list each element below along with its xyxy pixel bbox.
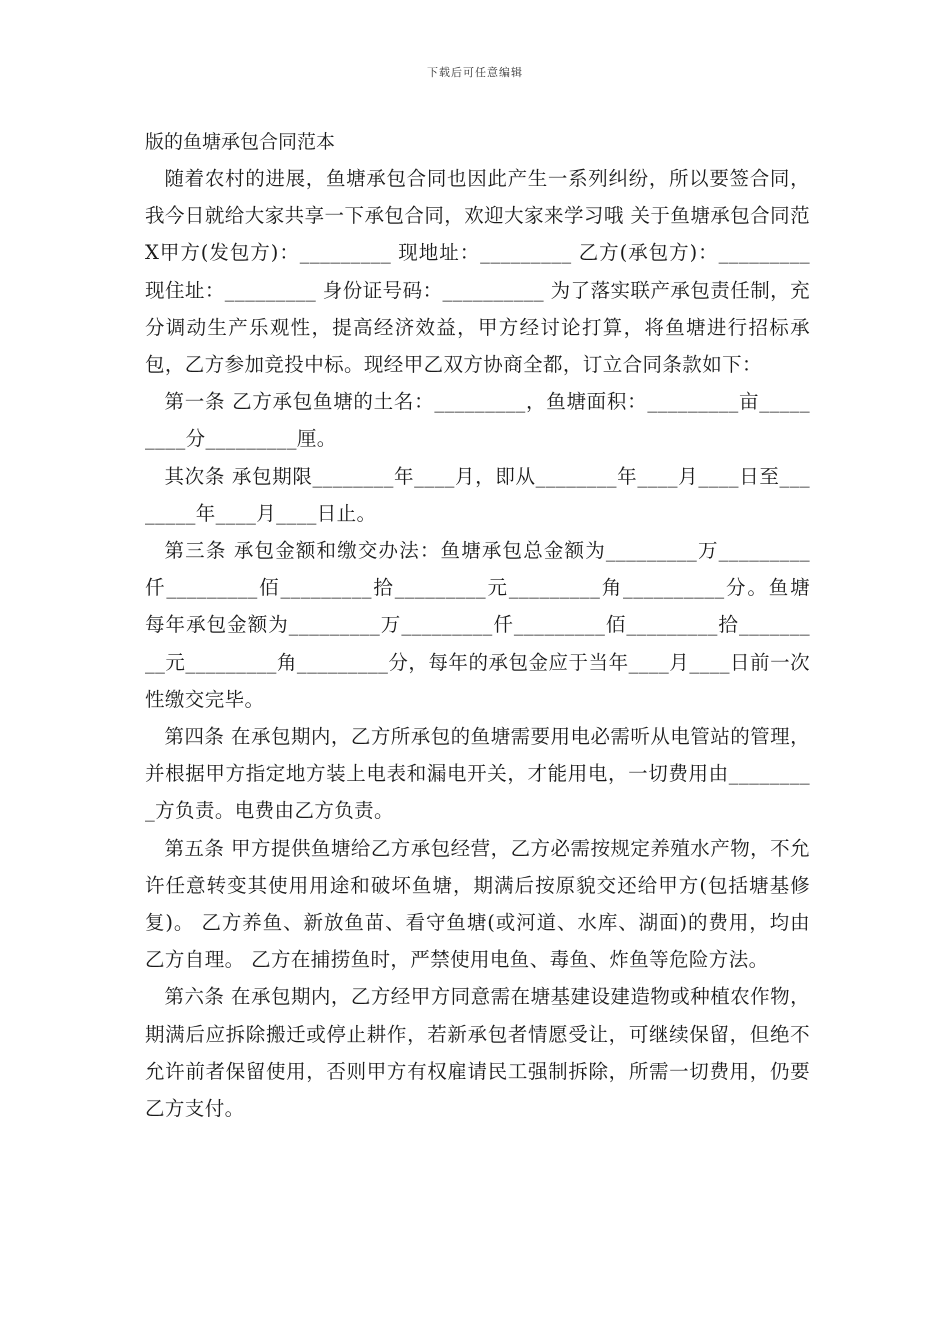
intro-paragraph: 随着农村的进展，鱼塘承包合同也因此产生一系列纠纷，所以要签合同，我今日就给大家共享一下承包合同，欢迎大家来学习哦 关于鱼塘承包合同范Ⅹ甲方(发包方)：_________ 现地址：_________ 乙方(承包方)：_________ 现住址：_________ 身份证号码：__________ 为了落实联产承包责任制，充分调动生产乐观性，提高经济效益，甲方经讨论打算，将鱼塘进行招标承包，乙方参加竞投中标。现经甲乙双方协商全都，订立合同条款如下： (145, 167, 810, 377)
clause-2: 其次条 承包期限________年____月，即从________年____月____日至________年____月____日止。 (145, 464, 810, 525)
document-body (145, 124, 810, 1127)
clause-3: 第三条 承包金额和缴交办法：鱼塘承包总金额为_________万_________仟_________佰_________拾_________元_________角__________分。鱼塘每年承包金额为_________万_________仟_________佰_________拾_________元_________角_________分，每年的承包金应于当年____月____日前一次性缴交完毕。 (145, 539, 810, 711)
document-title: 版的鱼塘承包合同范本 (145, 131, 336, 153)
page-header: 下载后可任意编辑 (427, 66, 523, 79)
clause-5: 第五条 甲方提供鱼塘给乙方承包经营，乙方必需按规定养殖水产物，不允许任意转变其使用用途和破坏鱼塘，期满后按原貌交还给甲方(包括塘基修复)。 乙方养鱼、新放鱼苗、看守鱼塘(或河道、水库、湖面)的费用，均由乙方自理。 乙方在捕捞鱼时，严禁使用电鱼、毒鱼、炸鱼等危险方法。 (145, 836, 810, 972)
clause-6: 第六条 在承包期内，乙方经甲方同意需在塘基建设建造物或种植农作物，期满后应拆除搬迁或停止耕作，若新承包者情愿受让，可继续保留，但绝不允许前者保留使用，否则甲方有权雇请民工强制拆除，所需一切费用，仍要乙方支付。 (145, 985, 810, 1121)
clause-1: 第一条 乙方承包鱼塘的土名：_________，鱼塘面积：_________亩_________分_________厘。 (145, 390, 810, 451)
clause-4: 第四条 在承包期内，乙方所承包的鱼塘需要用电必需听从电管站的管理，并根据甲方指定地方装上电表和漏电开关，才能用电，一切费用由_________方负责。电费由乙方负责。 (145, 725, 810, 823)
